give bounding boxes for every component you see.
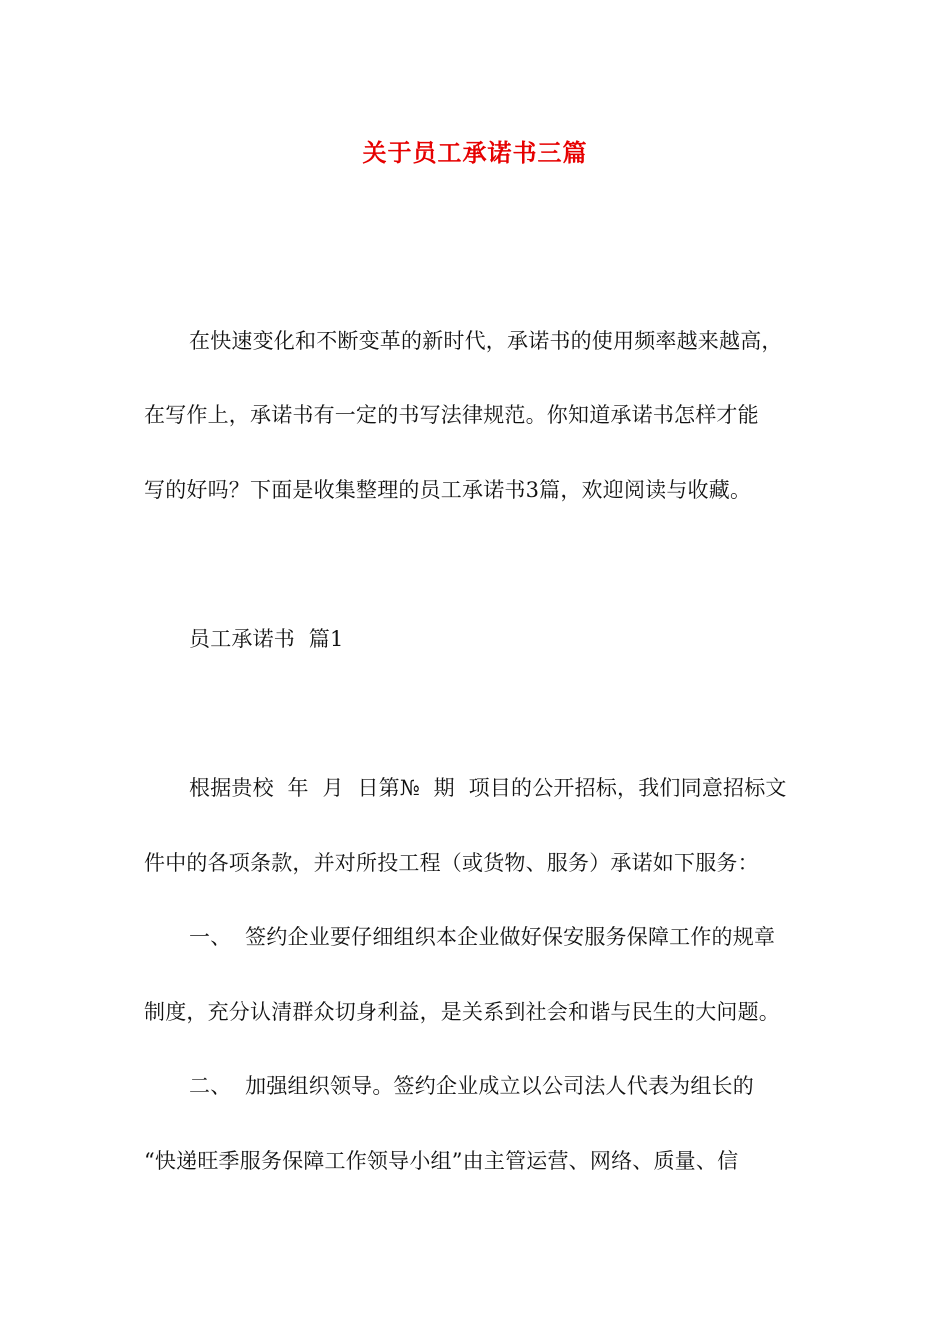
section-heading: 员工承诺书 篇1 [189,627,344,651]
intro-line-2: 在写作上，承诺书有一定的书写法律规范。你知道承诺书怎样才能 [144,403,759,427]
intro-line-1: 在快速变化和不断变革的新时代，承诺书的使用频率越来越高， [189,329,783,353]
body-line-6: “快递旺季服务保障工作领导小组”由主管运营、网络、质量、信 [144,1149,739,1173]
body-line-5: 二、 加强组织领导。签约企业成立以公司法人代表为组长的 [189,1074,754,1098]
body-line-4: 制度，充分认清群众切身利益，是关系到社会和谐与民生的大问题。 [144,1000,780,1024]
intro-line-3: 写的好吗？下面是收集整理的员工承诺书3篇，欢迎阅读与收藏。 [144,478,752,502]
body-line-1: 根据贵校 年 月 日第№ 期 项目的公开招标，我们同意招标文 [189,776,787,800]
document-title: 关于员工承诺书三篇 [362,138,588,167]
body-line-2: 件中的各项条款，并对所投工程（或货物、服务）承诺如下服务： [144,851,759,875]
body-line-3: 一、 签约企业要仔细组织本企业做好保安服务保障工作的规章 [189,925,776,949]
